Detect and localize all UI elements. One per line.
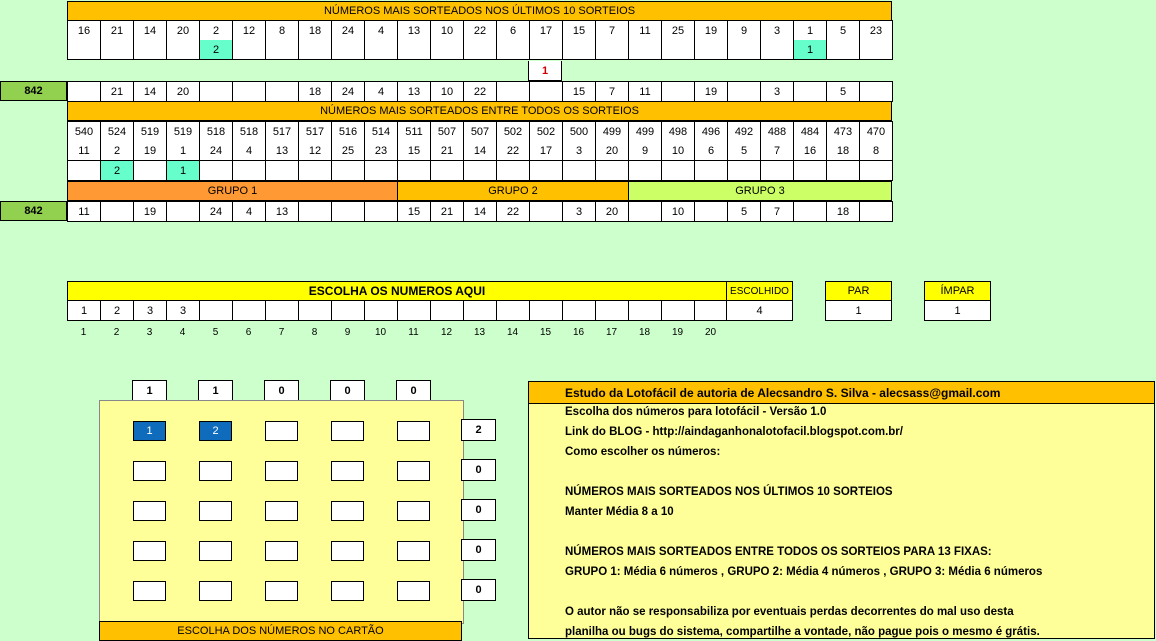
all-842-row (67, 201, 893, 222)
chooser-input-cell[interactable] (563, 301, 596, 321)
chooser-index: 4 (179, 327, 186, 338)
ranked-count-cell (332, 161, 365, 181)
info-title: Estudo da Lotofácil de autoria de Alecsandro S. Silva - alecsass@gmail.com (529, 382, 1154, 404)
ranked-number-cell: 12 (299, 141, 332, 161)
chooser-index: 10 (374, 327, 387, 338)
ranked-count-cell (827, 161, 860, 181)
ranked-842-cell (167, 202, 200, 222)
ranked-number-cell: 13 (266, 141, 299, 161)
info-line: Escolha dos números para lotofácil - Versão 1.0 (565, 406, 827, 418)
frequency-cell: 484 (794, 122, 827, 142)
chooser-index: 9 (344, 327, 351, 338)
card-cell[interactable] (331, 461, 364, 481)
recent-count-cell (332, 40, 365, 60)
card-cell[interactable] (133, 461, 166, 481)
ranked-842-cell (299, 202, 332, 222)
recent-842-cell: 7 (596, 82, 629, 102)
chooser-input-cell[interactable] (365, 301, 398, 321)
frequency-cell: 496 (695, 122, 728, 142)
recent-842-cell: 22 (464, 82, 497, 102)
frequency-cell: 518 (233, 122, 266, 142)
chooser-index: 2 (113, 327, 120, 338)
column-count: 0 (396, 380, 431, 402)
recent-842-cell: 19 (695, 82, 728, 102)
card-cell[interactable] (265, 461, 298, 481)
column-count: 1 (198, 380, 233, 402)
recent-842-cell: 4 (365, 82, 398, 102)
card-cell[interactable] (265, 421, 298, 441)
ranked-number-cell: 7 (761, 141, 794, 161)
all-freq-row (67, 121, 893, 142)
recent-number-cell: 20 (167, 21, 200, 41)
escolhido-value: 4 (726, 301, 793, 321)
info-line: Manter Média 8 a 10 (565, 506, 674, 518)
card-cell[interactable]: 2 (199, 421, 232, 441)
info-line: NÚMEROS MAIS SORTEADOS ENTRE TODOS OS SORTEIOS PARA 13 FIXAS: (565, 546, 992, 558)
frequency-cell: 517 (299, 122, 332, 142)
frequency-cell: 507 (464, 122, 497, 142)
ranked-842-cell: 4 (233, 202, 266, 222)
ranked-number-cell: 15 (398, 141, 431, 161)
ranked-842-cell: 10 (662, 202, 695, 222)
chooser-input-cell[interactable] (596, 301, 629, 321)
ranked-842-cell: 7 (761, 202, 794, 222)
ranked-count-cell (695, 161, 728, 181)
card-cell[interactable] (397, 581, 430, 601)
recent-842-cell: 13 (398, 82, 431, 102)
recent-count-cell (497, 40, 530, 60)
ranked-842-cell (530, 202, 563, 222)
chooser-index: 20 (704, 327, 717, 338)
chooser-input-cell[interactable] (431, 301, 464, 321)
ranked-842-cell: 14 (464, 202, 497, 222)
recent-number-cell: 16 (68, 21, 101, 41)
row-count: 2 (461, 419, 496, 441)
recent-842-cell (68, 82, 101, 102)
card-cell[interactable] (397, 461, 430, 481)
column-count: 0 (264, 380, 299, 402)
frequency-cell: 502 (530, 122, 563, 142)
recent-842-cell: 3 (761, 82, 794, 102)
chooser-index: 19 (671, 327, 684, 338)
section1-title: NÚMEROS MAIS SORTEADOS NOS ÚLTIMOS 10 SORTEIOS (67, 1, 892, 21)
chooser-index: 5 (212, 327, 219, 338)
ranked-number-cell: 1 (167, 141, 200, 161)
chooser-index: 3 (146, 327, 153, 338)
ranked-count-cell (794, 161, 827, 181)
recent-count-cell (827, 40, 860, 60)
recent-count-cell (662, 40, 695, 60)
recent-842-cell (530, 82, 563, 102)
frequency-cell: 519 (134, 122, 167, 142)
ranked-number-cell: 11 (68, 141, 101, 161)
card-cell[interactable] (397, 541, 430, 561)
frequency-cell: 516 (332, 122, 365, 142)
ranked-count-cell (233, 161, 266, 181)
ranked-842-cell (101, 202, 134, 222)
ranked-count-cell (398, 161, 431, 181)
recent-number-cell: 6 (497, 21, 530, 41)
row-count: 0 (461, 579, 496, 601)
recent-842-cell: 10 (431, 82, 464, 102)
chooser-input-cell[interactable] (662, 301, 695, 321)
recent-number-cell: 15 (563, 21, 596, 41)
row-count: 0 (461, 539, 496, 561)
ranked-count-cell (629, 161, 662, 181)
frequency-cell: 518 (200, 122, 233, 142)
ranked-number-cell: 5 (728, 141, 761, 161)
recent-count-cell: 2 (200, 40, 233, 60)
chooser-input-cell[interactable]: 3 (167, 301, 200, 321)
chooser-input-cell[interactable]: 1 (68, 301, 101, 321)
recent-count-cell (530, 40, 563, 60)
chooser-index: 1 (80, 327, 87, 338)
all-numbers-row (67, 141, 893, 161)
ranked-count-cell (728, 161, 761, 181)
frequency-cell: 517 (266, 122, 299, 142)
ranked-number-cell: 25 (332, 141, 365, 161)
card-cell[interactable] (133, 541, 166, 561)
recent-842-cell: 11 (629, 82, 662, 102)
recent-842-cell (233, 82, 266, 102)
recent-number-cell: 12 (233, 21, 266, 41)
card-cell[interactable] (265, 501, 298, 521)
chooser-index: 11 (408, 327, 419, 338)
ranked-count-cell (134, 161, 167, 181)
chooser-index: 8 (311, 327, 318, 338)
ranked-count-cell (266, 161, 299, 181)
card-cell[interactable] (331, 501, 364, 521)
frequency-cell: 470 (860, 122, 893, 142)
chooser-input-cell[interactable] (233, 301, 266, 321)
ranked-count-cell (530, 161, 563, 181)
chooser-index: 7 (278, 327, 285, 338)
recent-842-cell: 14 (134, 82, 167, 102)
row-label-842: 842 (0, 81, 67, 101)
recent-number-cell: 13 (398, 21, 431, 41)
ranked-number-cell: 24 (200, 141, 233, 161)
chooser-inputs (67, 301, 728, 321)
recent-number-cell: 5 (827, 21, 860, 41)
recent-842-cell: 20 (167, 82, 200, 102)
ranked-842-cell: 18 (827, 202, 860, 222)
frequency-cell: 499 (629, 122, 662, 142)
impar-label: ÍMPAR (924, 281, 991, 301)
recent-number-cell: 24 (332, 21, 365, 41)
impar-value: 1 (924, 301, 991, 321)
ranked-count-cell (365, 161, 398, 181)
info-panel (528, 381, 1155, 639)
chooser-input-cell[interactable] (299, 301, 332, 321)
recent-count-cell (596, 40, 629, 60)
column-count: 1 (132, 380, 167, 402)
group2-header: GRUPO 2 (397, 181, 629, 201)
card-cell[interactable] (331, 421, 364, 441)
chooser-index: 14 (506, 327, 519, 338)
frequency-cell: 519 (167, 122, 200, 142)
ranked-count-cell (761, 161, 794, 181)
ranked-count-cell (497, 161, 530, 181)
ranked-count-cell (200, 161, 233, 181)
recent-number-cell: 14 (134, 21, 167, 41)
recent-842-cell (200, 82, 233, 102)
info-line: planilha ou bugs do sistema, compartilhe a vontade, não pague pois o mesmo é grátis. (565, 626, 1040, 638)
recent-842-cell: 15 (563, 82, 596, 102)
ranked-count-cell (431, 161, 464, 181)
ranked-842-cell (332, 202, 365, 222)
frequency-cell: 499 (596, 122, 629, 142)
recent-count-cell (761, 40, 794, 60)
chooser-input-cell[interactable] (464, 301, 497, 321)
ranked-count-cell (860, 161, 893, 181)
chooser-index: 12 (440, 327, 453, 338)
chooser-index: 15 (539, 327, 552, 338)
chooser-index: 6 (245, 327, 252, 338)
ranked-number-cell: 21 (431, 141, 464, 161)
card-cell[interactable] (331, 581, 364, 601)
chooser-input-cell[interactable]: 3 (134, 301, 167, 321)
chooser-input-cell[interactable] (695, 301, 728, 321)
frequency-cell: 507 (431, 122, 464, 142)
ranked-number-cell: 6 (695, 141, 728, 161)
ranked-842-cell (860, 202, 893, 222)
frequency-cell: 524 (101, 122, 134, 142)
card-cell[interactable]: 1 (133, 421, 166, 441)
ranked-number-cell: 10 (662, 141, 695, 161)
card-footer: ESCOLHA DOS NÚMEROS NO CARTÃO (99, 621, 462, 641)
frequency-cell: 498 (662, 122, 695, 142)
ranked-count-cell: 2 (101, 161, 134, 181)
frequency-cell: 473 (827, 122, 860, 142)
recent-count-cell (134, 40, 167, 60)
frequency-cell: 492 (728, 122, 761, 142)
frequency-cell: 500 (563, 122, 596, 142)
card-cell[interactable] (199, 461, 232, 481)
recent-count-cell (266, 40, 299, 60)
ranked-842-cell: 22 (497, 202, 530, 222)
recent-count-cell: 1 (794, 40, 827, 60)
frequency-cell: 514 (365, 122, 398, 142)
recent-number-cell: 3 (761, 21, 794, 41)
ranked-842-cell: 3 (563, 202, 596, 222)
highlight-count-cell[interactable]: 1 (528, 61, 562, 81)
card-cell[interactable] (199, 501, 232, 521)
recent-842-cell (662, 82, 695, 102)
recent-number-cell: 8 (266, 21, 299, 41)
ranked-count-cell (464, 161, 497, 181)
recent-842-cell: 24 (332, 82, 365, 102)
recent-number-cell: 2 (200, 21, 233, 41)
chooser-input-cell[interactable] (497, 301, 530, 321)
ranked-count-cell: 1 (167, 161, 200, 181)
chooser-input-cell[interactable] (530, 301, 563, 321)
recent-842-cell: 18 (299, 82, 332, 102)
par-value: 1 (825, 301, 892, 321)
frequency-cell: 502 (497, 122, 530, 142)
recent-number-cell: 9 (728, 21, 761, 41)
ranked-number-cell: 3 (563, 141, 596, 161)
card-cell[interactable] (397, 421, 430, 441)
recent-842-cell (728, 82, 761, 102)
recent-count-cell (299, 40, 332, 60)
ranked-842-cell: 24 (200, 202, 233, 222)
ranked-count-cell (68, 161, 101, 181)
ranked-number-cell: 19 (134, 141, 167, 161)
chooser-input-cell[interactable] (200, 301, 233, 321)
chooser-index: 18 (638, 327, 651, 338)
recent-count-cell (695, 40, 728, 60)
card-cell[interactable] (133, 581, 166, 601)
recent-842-cell (860, 82, 893, 102)
ranked-842-cell: 19 (134, 202, 167, 222)
all-counts-row (67, 161, 893, 181)
chooser-input-cell[interactable] (266, 301, 299, 321)
ranked-842-cell: 21 (431, 202, 464, 222)
card-cell[interactable] (199, 581, 232, 601)
recent-842-cell (794, 82, 827, 102)
recent-number-cell: 21 (101, 21, 134, 41)
recent-number-cell: 1 (794, 21, 827, 41)
ranked-count-cell (596, 161, 629, 181)
section2-title: NÚMEROS MAIS SORTEADOS ENTRE TODOS OS SORTEIOS (67, 101, 892, 121)
recent-842-cell: 21 (101, 82, 134, 102)
ranked-number-cell: 2 (101, 141, 134, 161)
recent-count-cell (167, 40, 200, 60)
ranked-842-cell (794, 202, 827, 222)
recent-count-cell (860, 40, 893, 60)
recent-count-cell (629, 40, 662, 60)
row-count: 0 (461, 499, 496, 521)
ranked-count-cell (563, 161, 596, 181)
ranked-842-cell: 20 (596, 202, 629, 222)
recent-number-cell: 17 (530, 21, 563, 41)
chooser-indices (67, 327, 727, 338)
ranked-number-cell: 20 (596, 141, 629, 161)
ranked-number-cell: 9 (629, 141, 662, 161)
chooser-index: 16 (572, 327, 585, 338)
recent-count-cell (464, 40, 497, 60)
recent-count-cell (101, 40, 134, 60)
recent-count-cell (563, 40, 596, 60)
recent-number-cell: 23 (860, 21, 893, 41)
recent-number-cell: 7 (596, 21, 629, 41)
recent-number-cell: 25 (662, 21, 695, 41)
ranked-count-cell (662, 161, 695, 181)
recent-number-cell: 10 (431, 21, 464, 41)
info-line: Link do BLOG - http://aindaganhonalotofacil.blogspot.com.br/ (565, 426, 903, 438)
chooser-input-cell[interactable] (398, 301, 431, 321)
info-line: NÚMEROS MAIS SORTEADOS NOS ÚLTIMOS 10 SORTEIOS (565, 486, 893, 498)
recent-842-cell: 5 (827, 82, 860, 102)
ranked-number-cell: 4 (233, 141, 266, 161)
chooser-input-cell[interactable] (332, 301, 365, 321)
ranked-number-cell: 23 (365, 141, 398, 161)
info-line: O autor não se responsabiliza por eventuais perdas decorrentes do mal uso desta (565, 606, 1014, 618)
recent-count-cell (398, 40, 431, 60)
chooser-title: ESCOLHA OS NUMEROS AQUI (67, 281, 727, 301)
lottery-card (99, 400, 464, 624)
recent-count-cell (233, 40, 266, 60)
chooser-index: 17 (605, 327, 618, 338)
recent-number-cell: 22 (464, 21, 497, 41)
frequency-cell: 540 (68, 122, 101, 142)
recent-count-cell (365, 40, 398, 60)
card-cell[interactable] (331, 541, 364, 561)
recent-number-cell: 4 (365, 21, 398, 41)
row-label-842-b: 842 (0, 201, 67, 221)
card-cell[interactable] (397, 501, 430, 521)
chooser-index: 13 (473, 327, 486, 338)
card-cell[interactable] (265, 581, 298, 601)
recent-number-cell: 19 (695, 21, 728, 41)
recent-842-cell (497, 82, 530, 102)
chooser-input-cell[interactable]: 2 (101, 301, 134, 321)
ranked-number-cell: 22 (497, 141, 530, 161)
recent-842-row (67, 81, 893, 102)
ranked-842-cell: 15 (398, 202, 431, 222)
recent-count-cell (68, 40, 101, 60)
recent-count-cell (728, 40, 761, 60)
frequency-cell: 511 (398, 122, 431, 142)
frequency-cell: 488 (761, 122, 794, 142)
recent-numbers-row (67, 20, 893, 41)
row-count: 0 (461, 459, 496, 481)
card-cell[interactable] (133, 501, 166, 521)
ranked-number-cell: 8 (860, 141, 893, 161)
chooser-input-cell[interactable] (629, 301, 662, 321)
ranked-842-cell (629, 202, 662, 222)
info-line: Como escolher os números: (565, 446, 721, 458)
ranked-number-cell: 14 (464, 141, 497, 161)
ranked-842-cell (695, 202, 728, 222)
recent-842-cell (266, 82, 299, 102)
info-line: GRUPO 1: Média 6 números , GRUPO 2: Média 4 números , GRUPO 3: Média 6 números (565, 566, 1043, 578)
ranked-842-cell: 5 (728, 202, 761, 222)
column-count: 0 (330, 380, 365, 402)
ranked-number-cell: 16 (794, 141, 827, 161)
escolhido-label: ESCOLHIDO (726, 281, 793, 301)
recent-count-cell (431, 40, 464, 60)
group1-header: GRUPO 1 (67, 181, 398, 201)
ranked-number-cell: 17 (530, 141, 563, 161)
ranked-number-cell: 18 (827, 141, 860, 161)
card-cell[interactable] (199, 541, 232, 561)
group3-header: GRUPO 3 (628, 181, 892, 201)
card-cell[interactable] (265, 541, 298, 561)
ranked-count-cell (299, 161, 332, 181)
par-label: PAR (825, 281, 892, 301)
recent-number-cell: 11 (629, 21, 662, 41)
ranked-842-cell (365, 202, 398, 222)
ranked-842-cell: 13 (266, 202, 299, 222)
ranked-842-cell: 11 (68, 202, 101, 222)
recent-counts-row (67, 40, 893, 60)
recent-number-cell: 18 (299, 21, 332, 41)
